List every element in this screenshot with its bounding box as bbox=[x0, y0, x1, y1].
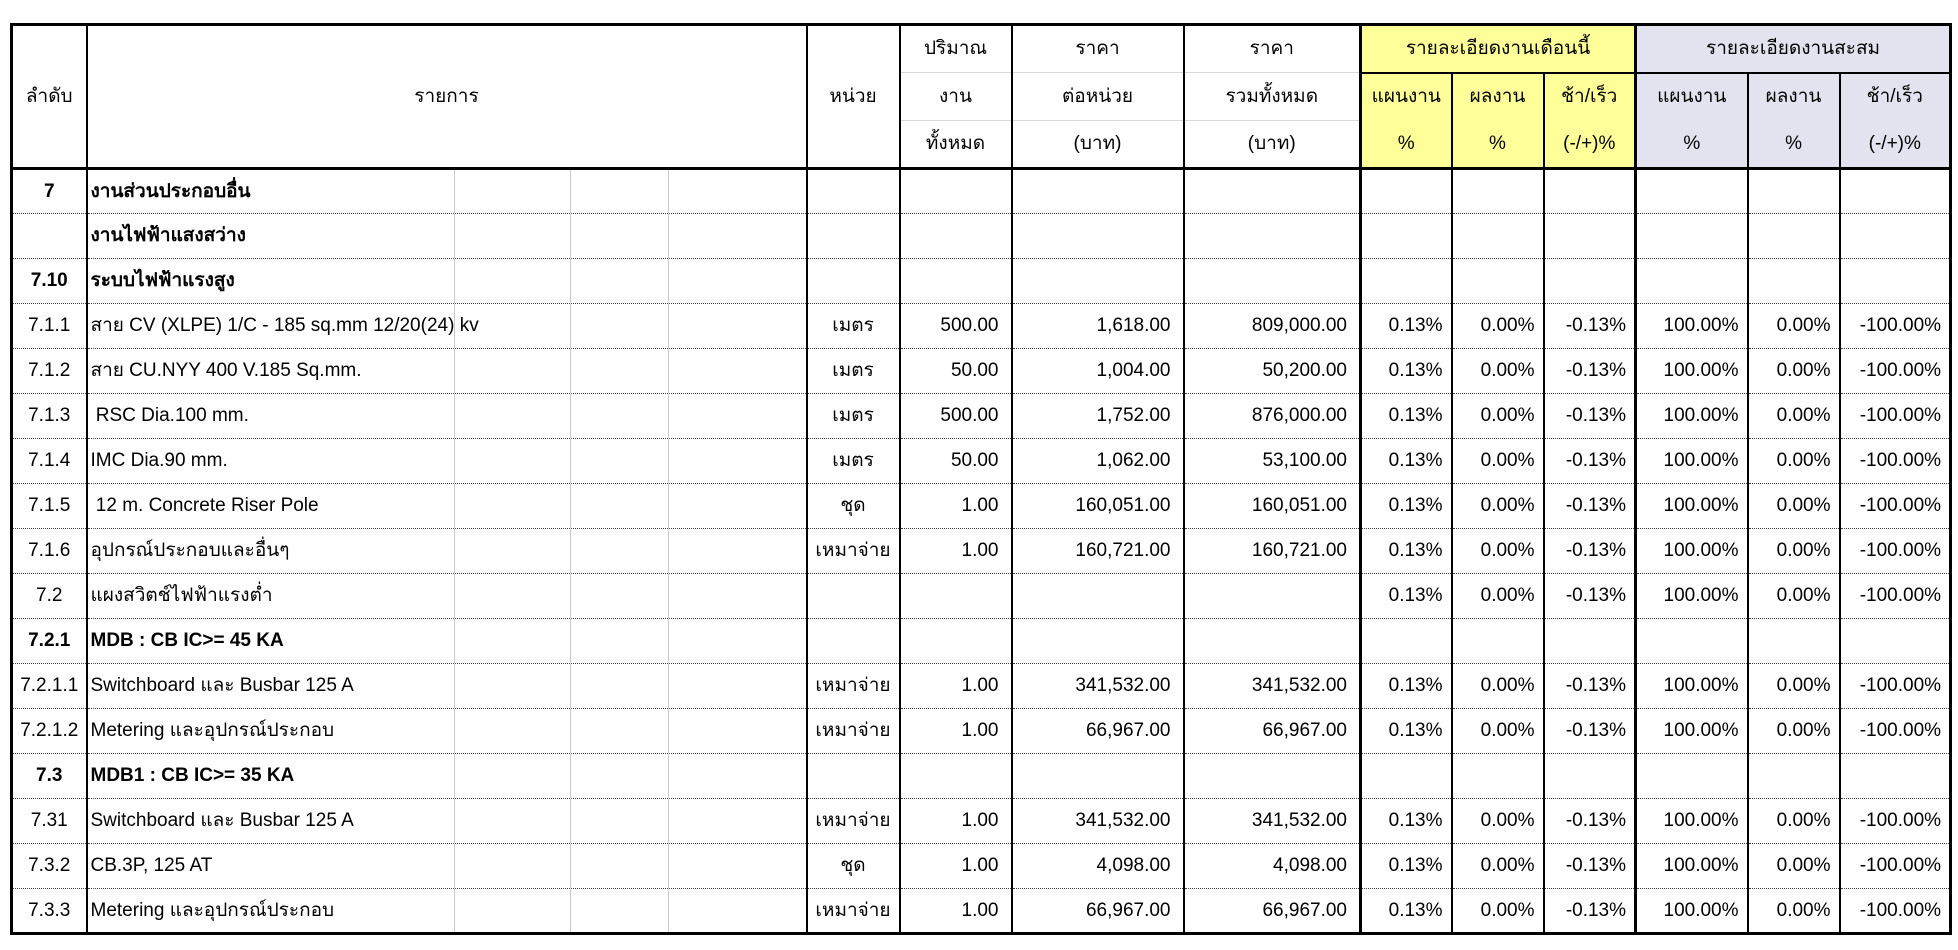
header-cum-diff-unit: (-/+)% bbox=[1840, 121, 1951, 169]
cell-qty bbox=[900, 259, 1012, 304]
cell-cum-plan bbox=[1636, 169, 1748, 214]
cell-no: 7.2.1.1 bbox=[12, 664, 87, 709]
cell-cum-actual bbox=[1748, 169, 1840, 214]
cell-cum-actual bbox=[1748, 754, 1840, 799]
cell-month-plan: 0.13% bbox=[1361, 844, 1452, 889]
cell-qty: 1.00 bbox=[900, 889, 1012, 934]
cell-unit: เหมาจ่าย bbox=[807, 709, 900, 754]
cell-month-plan: 0.13% bbox=[1361, 889, 1452, 934]
cell-unit bbox=[807, 754, 900, 799]
cell-cum-actual: 0.00% bbox=[1748, 529, 1840, 574]
cell-unit-price bbox=[1012, 259, 1184, 304]
cell-no: 7.3.3 bbox=[12, 889, 87, 934]
header-total-price-line3: (บาท) bbox=[1184, 121, 1361, 169]
cell-description: CB.3P, 125 AT bbox=[87, 844, 807, 889]
cell-cum-actual: 0.00% bbox=[1748, 844, 1840, 889]
cell-month-actual: 0.00% bbox=[1452, 439, 1544, 484]
cell-total-price: 4,098.00 bbox=[1184, 844, 1361, 889]
table-body bbox=[12, 169, 1951, 934]
cell-cum-actual: 0.00% bbox=[1748, 799, 1840, 844]
cell-month-plan: 0.13% bbox=[1361, 529, 1452, 574]
cell-month-diff: -0.13% bbox=[1544, 439, 1636, 484]
cell-month-plan: 0.13% bbox=[1361, 484, 1452, 529]
cell-no bbox=[12, 214, 87, 259]
cell-unit-price: 4,098.00 bbox=[1012, 844, 1184, 889]
table-row bbox=[12, 439, 1951, 484]
header-month-plan: แผนงาน bbox=[1361, 73, 1452, 121]
table-row bbox=[12, 394, 1951, 439]
cell-month-plan: 0.13% bbox=[1361, 394, 1452, 439]
cell-unit: เมตร bbox=[807, 394, 900, 439]
cell-total-price bbox=[1184, 259, 1361, 304]
cell-total-price bbox=[1184, 214, 1361, 259]
cell-total-price bbox=[1184, 169, 1361, 214]
cell-unit bbox=[807, 619, 900, 664]
cell-cum-plan: 100.00% bbox=[1636, 304, 1748, 349]
cell-cum-plan: 100.00% bbox=[1636, 574, 1748, 619]
cell-qty bbox=[900, 574, 1012, 619]
cell-cum-diff bbox=[1840, 169, 1951, 214]
cell-cum-actual: 0.00% bbox=[1748, 349, 1840, 394]
cell-cum-actual: 0.00% bbox=[1748, 889, 1840, 934]
cell-description: ระบบไฟฟ้าแรงสูง bbox=[87, 259, 807, 304]
header-cum-diff: ช้า/เร็ว bbox=[1840, 73, 1951, 121]
cell-qty: 500.00 bbox=[900, 394, 1012, 439]
cell-no: 7.1.2 bbox=[12, 349, 87, 394]
cell-unit: เหมาจ่าย bbox=[807, 799, 900, 844]
cell-qty: 50.00 bbox=[900, 439, 1012, 484]
table-row bbox=[12, 304, 1951, 349]
cell-no: 7.1.6 bbox=[12, 529, 87, 574]
header-month-plan-unit: % bbox=[1361, 121, 1452, 169]
cell-unit-price: 66,967.00 bbox=[1012, 709, 1184, 754]
cell-cum-actual bbox=[1748, 214, 1840, 259]
cell-unit: เมตร bbox=[807, 439, 900, 484]
cell-unit-price bbox=[1012, 574, 1184, 619]
header-month-diff-unit: (-/+)% bbox=[1544, 121, 1636, 169]
header-month-actual: ผลงาน bbox=[1452, 73, 1544, 121]
cell-unit bbox=[807, 169, 900, 214]
table-row bbox=[12, 214, 1951, 259]
cell-cum-diff bbox=[1840, 754, 1951, 799]
cell-month-actual: 0.00% bbox=[1452, 529, 1544, 574]
cell-cum-diff: -100.00% bbox=[1840, 799, 1951, 844]
cell-description: RSC Dia.100 mm. bbox=[87, 394, 807, 439]
cell-unit-price bbox=[1012, 619, 1184, 664]
header-month-diff: ช้า/เร็ว bbox=[1544, 73, 1636, 121]
cell-no: 7.3.2 bbox=[12, 844, 87, 889]
cell-cum-plan: 100.00% bbox=[1636, 799, 1748, 844]
cell-cum-diff: -100.00% bbox=[1840, 664, 1951, 709]
cell-cum-plan: 100.00% bbox=[1636, 709, 1748, 754]
header-cum-plan: แผนงาน bbox=[1636, 73, 1748, 121]
cell-cum-diff: -100.00% bbox=[1840, 304, 1951, 349]
cell-qty bbox=[900, 619, 1012, 664]
table-row bbox=[12, 844, 1951, 889]
cell-month-actual: 0.00% bbox=[1452, 484, 1544, 529]
cell-month-diff: -0.13% bbox=[1544, 709, 1636, 754]
cell-total-price bbox=[1184, 574, 1361, 619]
cell-unit: เมตร bbox=[807, 304, 900, 349]
header-unit: หน่วย bbox=[807, 25, 900, 169]
cell-cum-actual: 0.00% bbox=[1748, 484, 1840, 529]
cell-month-actual: 0.00% bbox=[1452, 709, 1544, 754]
cell-total-price: 53,100.00 bbox=[1184, 439, 1361, 484]
spreadsheet-page bbox=[10, 23, 1952, 935]
cell-unit-price: 160,721.00 bbox=[1012, 529, 1184, 574]
cell-cum-diff: -100.00% bbox=[1840, 349, 1951, 394]
cell-unit bbox=[807, 259, 900, 304]
table-row bbox=[12, 619, 1951, 664]
cell-month-diff: -0.13% bbox=[1544, 664, 1636, 709]
cell-qty: 50.00 bbox=[900, 349, 1012, 394]
table-row bbox=[12, 484, 1951, 529]
cell-cum-plan bbox=[1636, 619, 1748, 664]
header-month-actual-unit: % bbox=[1452, 121, 1544, 169]
table-header bbox=[12, 25, 1951, 169]
cell-qty: 1.00 bbox=[900, 529, 1012, 574]
cell-cum-actual: 0.00% bbox=[1748, 439, 1840, 484]
cell-month-actual: 0.00% bbox=[1452, 304, 1544, 349]
cell-unit-price: 160,051.00 bbox=[1012, 484, 1184, 529]
table-row bbox=[12, 259, 1951, 304]
cell-unit-price: 66,967.00 bbox=[1012, 889, 1184, 934]
cell-unit-price bbox=[1012, 214, 1184, 259]
cell-cum-diff: -100.00% bbox=[1840, 529, 1951, 574]
cell-unit-price: 1,062.00 bbox=[1012, 439, 1184, 484]
cell-month-diff: -0.13% bbox=[1544, 889, 1636, 934]
cell-no: 7.1.5 bbox=[12, 484, 87, 529]
cell-total-price: 341,532.00 bbox=[1184, 799, 1361, 844]
cell-cum-plan: 100.00% bbox=[1636, 664, 1748, 709]
cell-unit-price: 1,618.00 bbox=[1012, 304, 1184, 349]
cell-qty: 1.00 bbox=[900, 799, 1012, 844]
table-row bbox=[12, 349, 1951, 394]
cell-month-actual: 0.00% bbox=[1452, 664, 1544, 709]
cell-month-plan: 0.13% bbox=[1361, 799, 1452, 844]
cell-month-diff bbox=[1544, 214, 1636, 259]
table-row bbox=[12, 754, 1951, 799]
cell-cum-diff bbox=[1840, 214, 1951, 259]
cell-description: งานส่วนประกอบอื่น bbox=[87, 169, 807, 214]
cell-qty: 500.00 bbox=[900, 304, 1012, 349]
cell-description: งานไฟฟ้าแสงสว่าง bbox=[87, 214, 807, 259]
cell-unit: เหมาจ่าย bbox=[807, 529, 900, 574]
cell-description: Switchboard และ Busbar 125 A bbox=[87, 799, 807, 844]
cell-month-actual: 0.00% bbox=[1452, 574, 1544, 619]
cell-month-plan: 0.13% bbox=[1361, 709, 1452, 754]
cell-qty: 1.00 bbox=[900, 844, 1012, 889]
cell-total-price: 50,200.00 bbox=[1184, 349, 1361, 394]
cell-month-plan bbox=[1361, 754, 1452, 799]
cell-qty bbox=[900, 214, 1012, 259]
cell-description: Metering และอุปกรณ์ประกอบ bbox=[87, 709, 807, 754]
cell-cum-plan: 100.00% bbox=[1636, 844, 1748, 889]
cell-month-actual bbox=[1452, 214, 1544, 259]
header-qty-line2: งาน bbox=[900, 73, 1012, 121]
cell-cum-plan: 100.00% bbox=[1636, 349, 1748, 394]
cell-month-plan bbox=[1361, 619, 1452, 664]
cell-month-plan bbox=[1361, 214, 1452, 259]
cell-unit-price: 341,532.00 bbox=[1012, 664, 1184, 709]
header-unit-price-line1: ราคา bbox=[1012, 25, 1184, 73]
cell-month-plan: 0.13% bbox=[1361, 574, 1452, 619]
table-row bbox=[12, 709, 1951, 754]
cell-cum-plan bbox=[1636, 754, 1748, 799]
cell-month-diff: -0.13% bbox=[1544, 844, 1636, 889]
cell-cum-actual: 0.00% bbox=[1748, 709, 1840, 754]
cell-cum-diff bbox=[1840, 259, 1951, 304]
cell-no: 7.3 bbox=[12, 754, 87, 799]
cell-unit: ชุด bbox=[807, 484, 900, 529]
cell-cum-actual: 0.00% bbox=[1748, 394, 1840, 439]
cell-no: 7.1.1 bbox=[12, 304, 87, 349]
cell-cum-plan: 100.00% bbox=[1636, 889, 1748, 934]
cell-cum-plan: 100.00% bbox=[1636, 439, 1748, 484]
cell-cum-plan: 100.00% bbox=[1636, 394, 1748, 439]
cell-total-price bbox=[1184, 619, 1361, 664]
cell-description: อุปกรณ์ประกอบและอื่นๆ bbox=[87, 529, 807, 574]
cell-month-actual: 0.00% bbox=[1452, 844, 1544, 889]
cell-total-price: 809,000.00 bbox=[1184, 304, 1361, 349]
cell-qty: 1.00 bbox=[900, 664, 1012, 709]
cell-month-diff: -0.13% bbox=[1544, 799, 1636, 844]
cell-description: Switchboard และ Busbar 125 A bbox=[87, 664, 807, 709]
cell-unit: เหมาจ่าย bbox=[807, 664, 900, 709]
cell-unit-price: 341,532.00 bbox=[1012, 799, 1184, 844]
cell-unit-price bbox=[1012, 754, 1184, 799]
cell-cum-plan: 100.00% bbox=[1636, 529, 1748, 574]
header-cum-plan-unit: % bbox=[1636, 121, 1748, 169]
cell-qty bbox=[900, 169, 1012, 214]
cell-qty: 1.00 bbox=[900, 709, 1012, 754]
cell-month-plan bbox=[1361, 169, 1452, 214]
cell-cum-diff: -100.00% bbox=[1840, 709, 1951, 754]
cell-cum-diff: -100.00% bbox=[1840, 439, 1951, 484]
table-row bbox=[12, 529, 1951, 574]
cell-no: 7.2.1 bbox=[12, 619, 87, 664]
cell-cum-plan: 100.00% bbox=[1636, 484, 1748, 529]
table-row bbox=[12, 799, 1951, 844]
header-qty-line3: ทั้งหมด bbox=[900, 121, 1012, 169]
header-cum-actual-unit: % bbox=[1748, 121, 1840, 169]
cell-month-actual bbox=[1452, 169, 1544, 214]
cell-no: 7.1.4 bbox=[12, 439, 87, 484]
cell-cum-diff bbox=[1840, 619, 1951, 664]
cell-no: 7.2 bbox=[12, 574, 87, 619]
cell-cum-actual: 0.00% bbox=[1748, 664, 1840, 709]
cell-qty: 1.00 bbox=[900, 484, 1012, 529]
header-cumulative-group-title: รายละเอียดงานสะสม bbox=[1636, 25, 1951, 73]
cell-unit-price bbox=[1012, 169, 1184, 214]
cell-month-diff: -0.13% bbox=[1544, 484, 1636, 529]
cell-month-plan bbox=[1361, 259, 1452, 304]
cell-cum-diff: -100.00% bbox=[1840, 844, 1951, 889]
cell-month-diff: -0.13% bbox=[1544, 349, 1636, 394]
table-row bbox=[12, 169, 1951, 214]
cell-no: 7.31 bbox=[12, 799, 87, 844]
cell-month-diff: -0.13% bbox=[1544, 574, 1636, 619]
cell-description: แผงสวิตช์ไฟฟ้าแรงต่ำ bbox=[87, 574, 807, 619]
cell-month-diff: -0.13% bbox=[1544, 529, 1636, 574]
header-qty-line1: ปริมาณ bbox=[900, 25, 1012, 73]
cell-unit-price: 1,752.00 bbox=[1012, 394, 1184, 439]
cell-total-price: 66,967.00 bbox=[1184, 709, 1361, 754]
cell-month-actual: 0.00% bbox=[1452, 394, 1544, 439]
cell-month-actual bbox=[1452, 619, 1544, 664]
header-total-price-line1: ราคา bbox=[1184, 25, 1361, 73]
header-row-1 bbox=[12, 25, 1951, 73]
cell-month-diff bbox=[1544, 754, 1636, 799]
cell-cum-actual: 0.00% bbox=[1748, 574, 1840, 619]
cell-total-price: 341,532.00 bbox=[1184, 664, 1361, 709]
cell-description: IMC Dia.90 mm. bbox=[87, 439, 807, 484]
cell-month-plan: 0.13% bbox=[1361, 349, 1452, 394]
cell-month-plan: 0.13% bbox=[1361, 664, 1452, 709]
cell-month-actual: 0.00% bbox=[1452, 349, 1544, 394]
cell-no: 7.10 bbox=[12, 259, 87, 304]
header-unit-price-line2: ต่อหน่วย bbox=[1012, 73, 1184, 121]
cell-total-price: 66,967.00 bbox=[1184, 889, 1361, 934]
cell-description: MDB : CB IC>= 45 KA bbox=[87, 619, 807, 664]
cell-month-diff: -0.13% bbox=[1544, 304, 1636, 349]
cell-unit bbox=[807, 574, 900, 619]
cell-description: Metering และอุปกรณ์ประกอบ bbox=[87, 889, 807, 934]
header-cum-actual: ผลงาน bbox=[1748, 73, 1840, 121]
cell-month-plan: 0.13% bbox=[1361, 304, 1452, 349]
cell-cum-diff: -100.00% bbox=[1840, 574, 1951, 619]
cell-description: สาย CV (XLPE) 1/C - 185 sq.mm 12/20(24) kv bbox=[87, 304, 807, 349]
header-no: ลำดับ bbox=[12, 25, 87, 169]
header-unit-price-line3: (บาท) bbox=[1012, 121, 1184, 169]
cell-month-actual: 0.00% bbox=[1452, 889, 1544, 934]
cell-unit: เมตร bbox=[807, 349, 900, 394]
cell-description: MDB1 : CB IC>= 35 KA bbox=[87, 754, 807, 799]
cell-description: 12 m. Concrete Riser Pole bbox=[87, 484, 807, 529]
cell-no: 7.2.1.2 bbox=[12, 709, 87, 754]
cell-unit: เหมาจ่าย bbox=[807, 889, 900, 934]
cell-month-actual bbox=[1452, 754, 1544, 799]
cell-unit-price: 1,004.00 bbox=[1012, 349, 1184, 394]
cell-cum-diff: -100.00% bbox=[1840, 484, 1951, 529]
cell-month-diff bbox=[1544, 619, 1636, 664]
cell-total-price bbox=[1184, 754, 1361, 799]
cell-cum-plan bbox=[1636, 214, 1748, 259]
cell-total-price: 876,000.00 bbox=[1184, 394, 1361, 439]
header-month-group-title: รายละเอียดงานเดือนนี้ bbox=[1361, 25, 1636, 73]
progress-table bbox=[10, 23, 1952, 935]
cell-unit: ชุด bbox=[807, 844, 900, 889]
cell-month-diff bbox=[1544, 259, 1636, 304]
header-description: รายการ bbox=[87, 25, 807, 169]
cell-no: 7.1.3 bbox=[12, 394, 87, 439]
cell-cum-actual bbox=[1748, 259, 1840, 304]
cell-total-price: 160,051.00 bbox=[1184, 484, 1361, 529]
cell-month-diff bbox=[1544, 169, 1636, 214]
cell-unit bbox=[807, 214, 900, 259]
cell-total-price: 160,721.00 bbox=[1184, 529, 1361, 574]
cell-cum-actual bbox=[1748, 619, 1840, 664]
cell-no: 7 bbox=[12, 169, 87, 214]
cell-cum-diff: -100.00% bbox=[1840, 394, 1951, 439]
cell-cum-diff: -100.00% bbox=[1840, 889, 1951, 934]
cell-description: สาย CU.NYY 400 V.185 Sq.mm. bbox=[87, 349, 807, 394]
cell-qty bbox=[900, 754, 1012, 799]
cell-month-actual: 0.00% bbox=[1452, 799, 1544, 844]
cell-month-diff: -0.13% bbox=[1544, 394, 1636, 439]
cell-cum-plan bbox=[1636, 259, 1748, 304]
table-row bbox=[12, 889, 1951, 934]
cell-month-plan: 0.13% bbox=[1361, 439, 1452, 484]
cell-cum-actual: 0.00% bbox=[1748, 304, 1840, 349]
table-row bbox=[12, 574, 1951, 619]
cell-month-actual bbox=[1452, 259, 1544, 304]
table-row bbox=[12, 664, 1951, 709]
header-total-price-line2: รวมทั้งหมด bbox=[1184, 73, 1361, 121]
